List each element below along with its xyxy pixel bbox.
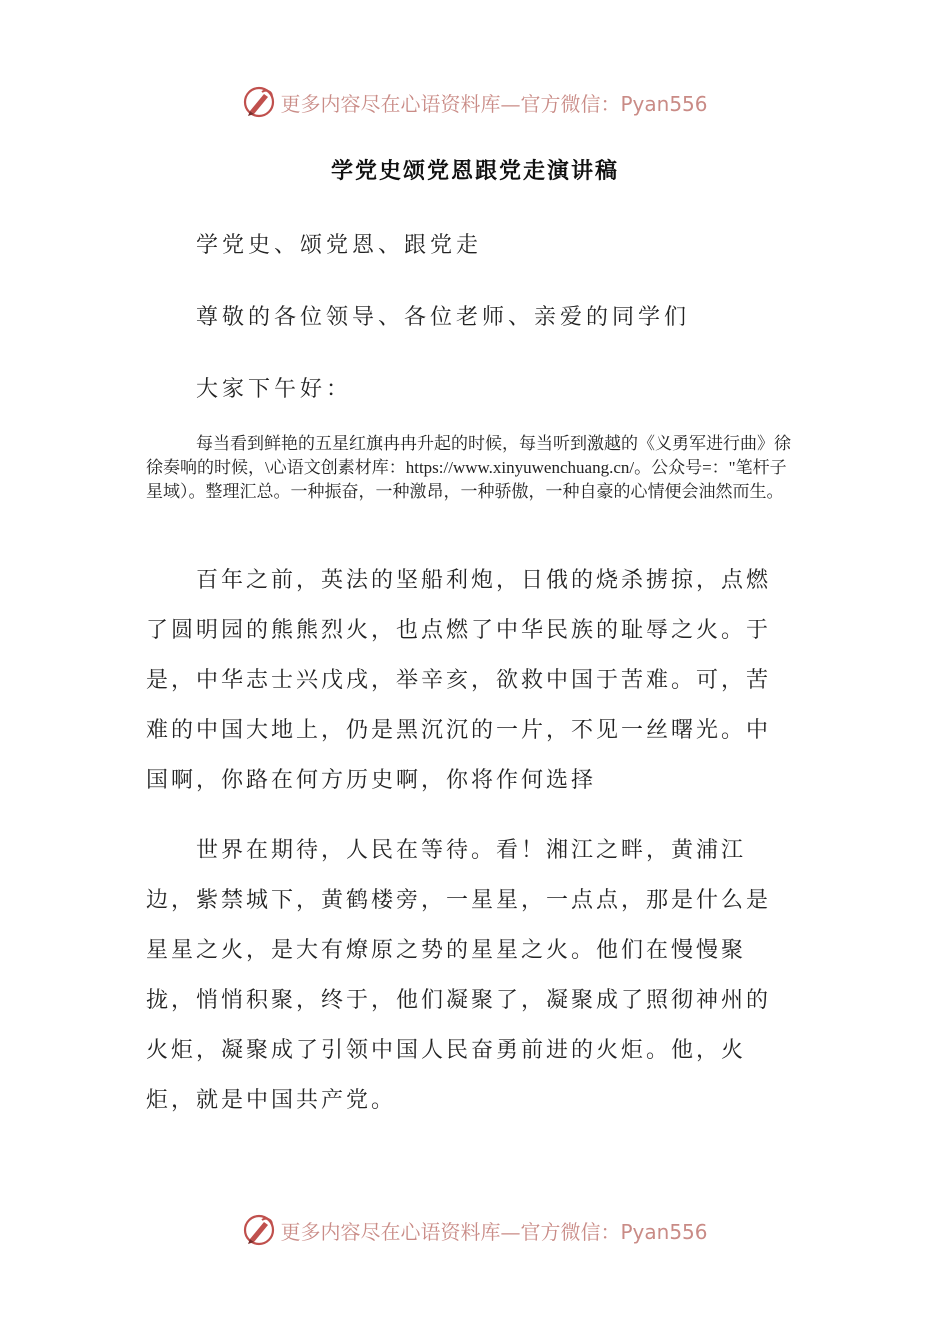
footer-banner-text: 更多内容尽在心语资料库—官方微信：Pyan556 [280,1219,708,1244]
document-subtitle: 学党史、颂党恩、跟党走 [196,233,483,258]
pen-logo-icon [242,85,276,119]
paragraph-1: 百年之前，英法的坚船利炮，日俄的烧杀掳掠，点燃了圆明园的熊熊烈火，也点燃了中华民族的耻辱之火。于是，中华志士兴戊戌，举辛亥，欲救中国于苦难。可，苦难的中国大地上，仍是黑沉沉的一片，不见一丝曙光。中国啊，你路在何方历史啊，你将作何选择 [146,568,772,793]
header-wechat-id: Pyan556 [620,91,708,116]
footer-wechat-id: Pyan556 [620,1219,708,1244]
greeting: 大家下午好： [196,377,353,402]
paragraph-2: 世界在期待，人民在等待。看！湘江之畔，黄浦江边，紫禁城下，黄鹤楼旁，一星星，一点点，那是什么是星星之火，是大有燎原之势的星星之火。他们在慢慢聚拢，悄悄积聚，终于，他们凝聚了，凝聚成了照彻神州的火炬，凝聚成了引领中国人民奋勇前进的火炬。他，火炬，就是中国共产党。 [146,838,772,1113]
paragraph-small: 每当看到鲜艳的五星红旗冉冉升起的时候，每当听到激越的《义勇军进行曲》徐徐奏响的时候，\心语文创素材库：https://www.xinyuwenchuang.cn/。公众号=："笔杆子星域）。整理汇总。一种振奋，一种激昂，一种骄傲，一种自豪的心情便会油然而生。 [146,434,791,501]
header-banner-text: 更多内容尽在心语资料库—官方微信：Pyan556 [280,91,708,116]
header-banner [0,82,950,122]
page-title: 学党史颂党恩跟党走演讲稿 [330,158,619,184]
footer-banner [0,1210,950,1250]
pen-logo-icon [242,1213,276,1247]
salutation: 尊敬的各位领导、各位老师、亲爱的同学们 [196,305,691,330]
